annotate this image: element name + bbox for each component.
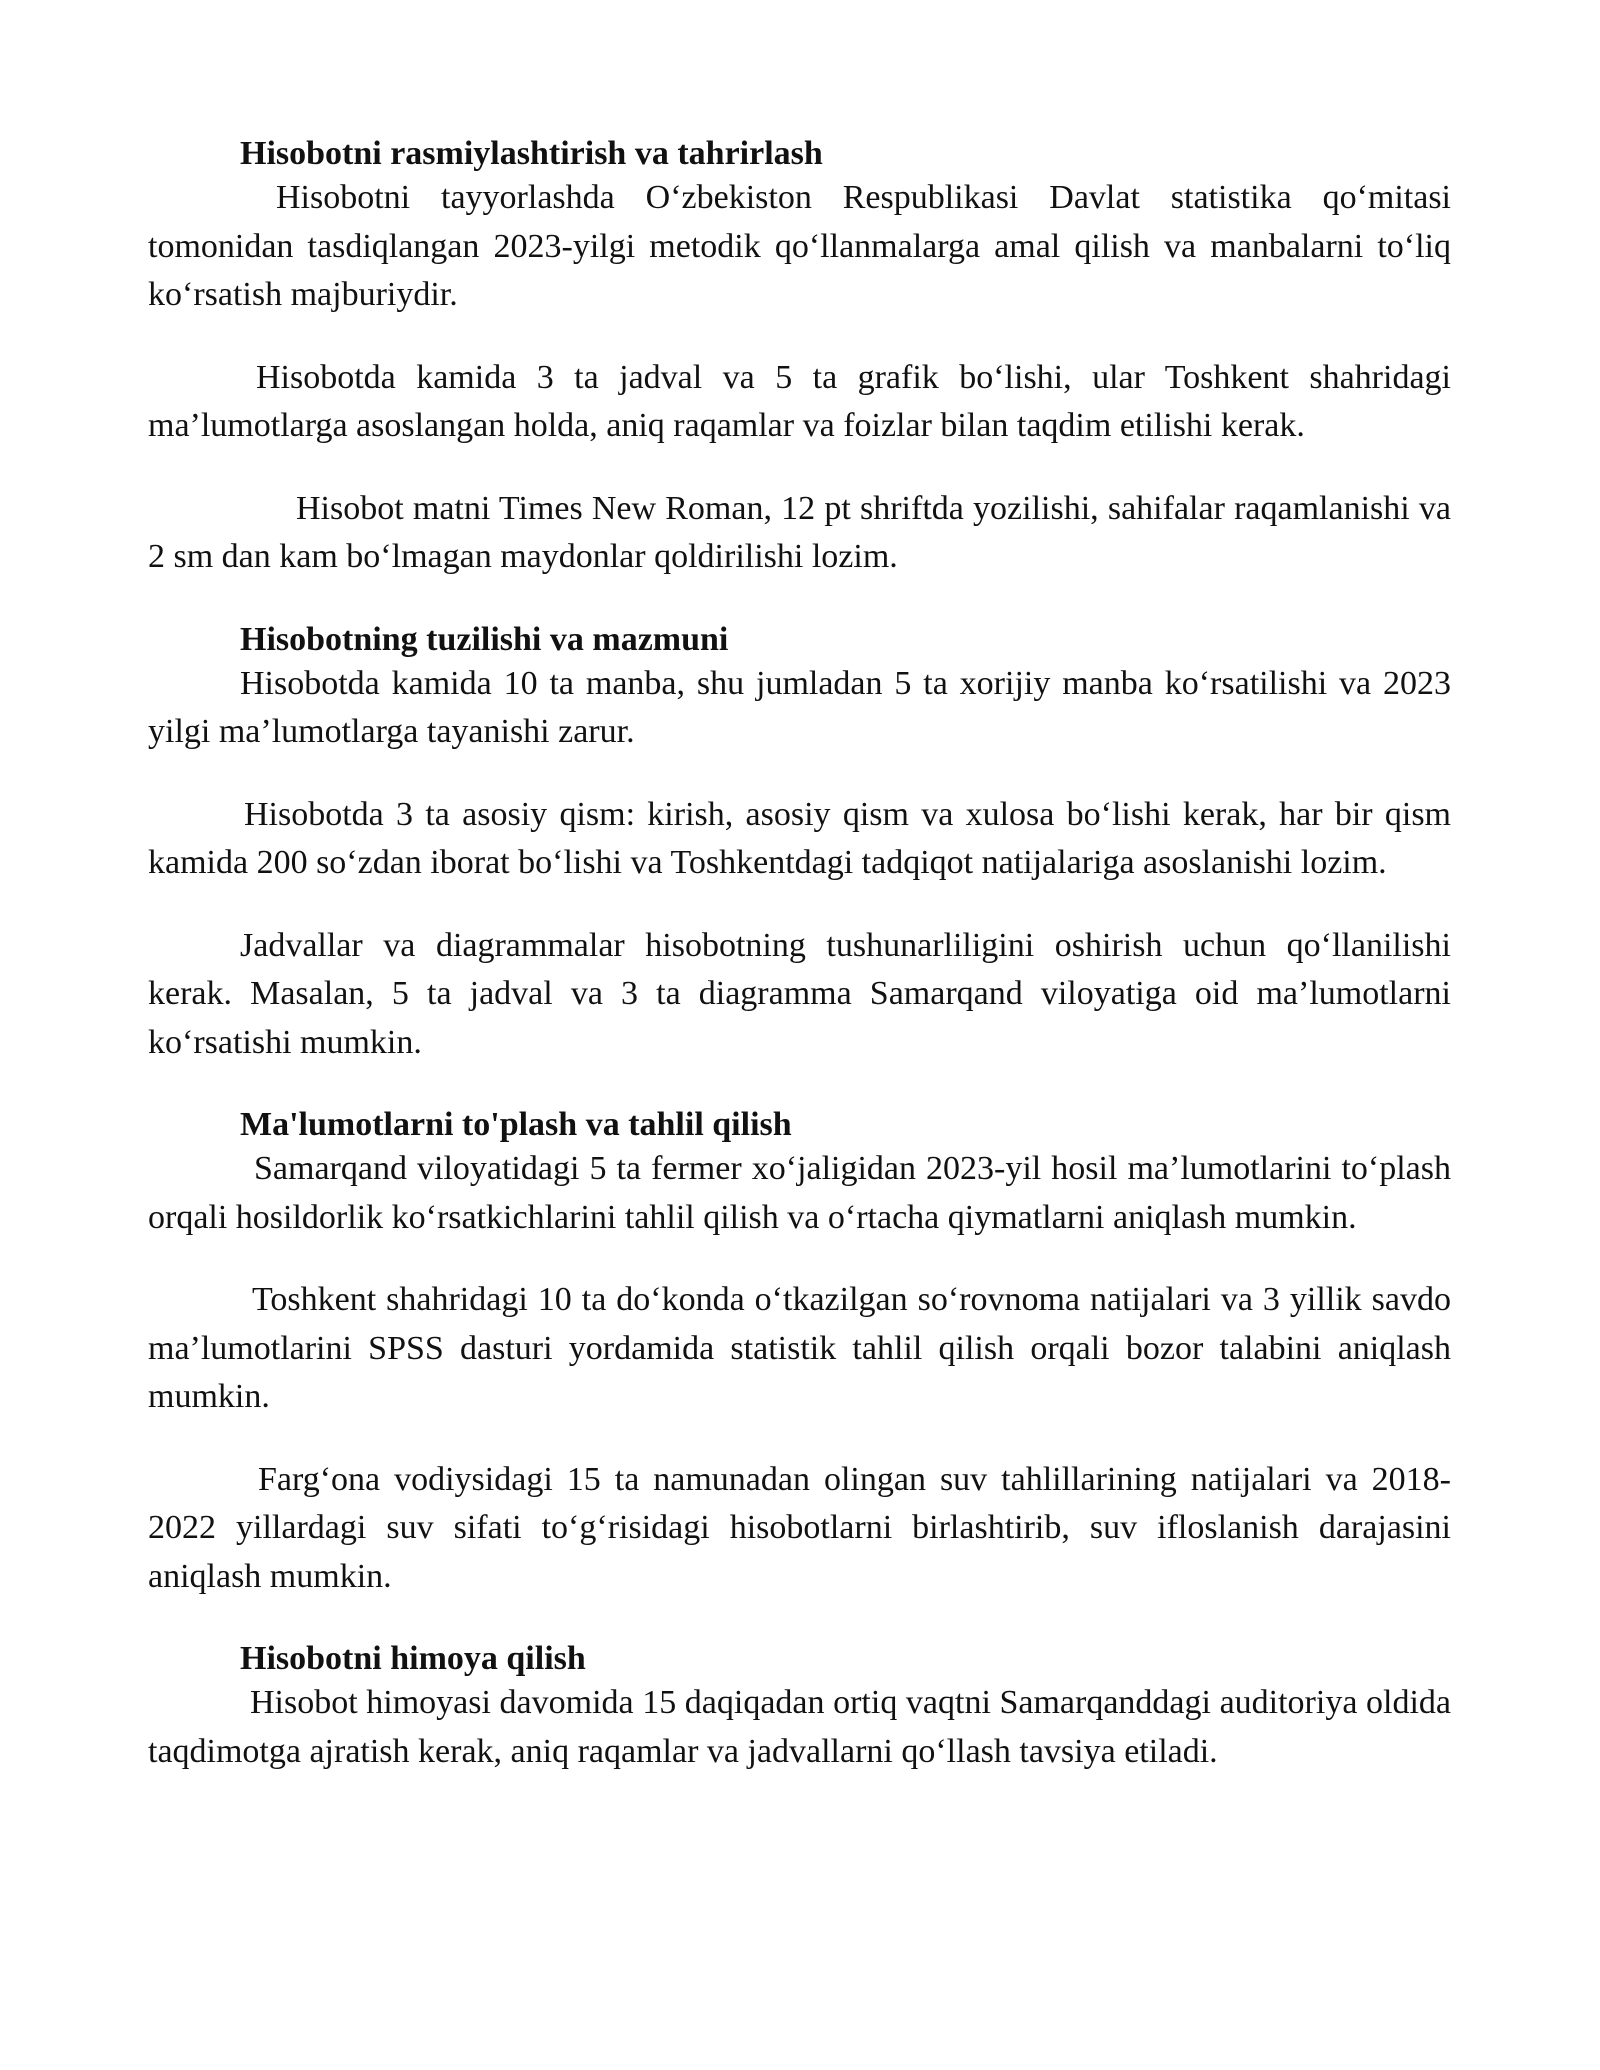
section-heading: Hisobotni rasmiylashtirish va tahrirlash [240,135,823,172]
paragraph: Hisobotda 3 ta asosiy qism: kirish, asosiy qism va xulosa bo‘lishi kerak, har bir qism kamida 200 so‘zdan iborat bo‘lishi va Toshkentdagi tadqiqot natijalariga asoslanishi lozim. [148,795,1451,881]
section-heading: Hisobotni himoya qilish [240,1640,586,1677]
paragraph: Hisobot matni Times New Roman, 12 pt shriftda yozilishi, sahifalar raqamlanishi va 2 sm dan kam bo‘lmagan maydonlar qoldirilishi lozim. [148,489,1451,575]
paragraph: Hisobotni tayyorlashda O‘zbekiston Respublikasi Davlat statistika qo‘mitasi tomonidan tasdiqlangan 2023-yilgi metodik qo‘llanmalarga amal qilish va manbalarni to‘liq ko‘rsatish majburiydir. [148,179,1451,313]
paragraph: Toshkent shahridagi 10 ta do‘konda o‘tkazilgan so‘rovnoma natijalari va 3 yillik savdo ma’lumotlarini SPSS dasturi yordamida statistik tahlil qilish orqali bozor talabini aniqlash mumkin. [148,1281,1451,1415]
paragraph: Jadvallar va diagrammalar hisobotning tushunarliligini oshirish uchun qo‘llanilishi kerak. Masalan, 5 ta jadval va 3 ta diagramma Samarqand viloyatiga oid ma’lumotlarni ko‘rsatishi mumkin. [148,926,1451,1061]
paragraph: Hisobotda kamida 3 ta jadval va 5 ta grafik bo‘lishi, ular Toshkent shahridagi ma’lumotlarga asoslangan holda, aniq raqamlar va foizlar bilan taqdim etilishi kerak. [148,358,1451,444]
section-structure [148,620,1451,1068]
section-formatting [148,134,1451,582]
section-data-collection [148,1105,1451,1601]
document-page [148,134,1451,1814]
section-defense [148,1639,1451,1776]
paragraph: Hisobot himoyasi davomida 15 daqiqadan ortiq vaqtni Samarqanddagi auditoriya oldida taqdimotga ajratish kerak, aniq raqamlar va jadvallarni qo‘llash tavsiya etiladi. [148,1684,1451,1770]
paragraph: Hisobotda kamida 10 ta manba, shu jumladan 5 ta xorijiy manba ko‘rsatilishi va 2023 yilgi ma’lumotlarga tayanishi zarur. [148,664,1451,750]
paragraph: Samarqand viloyatidagi 5 ta fermer xo‘jaligidan 2023-yil hosil ma’lumotlarini to‘plash orqali hosildorlik ko‘rsatkichlarini tahlil qilish va o‘rtacha qiymatlarni aniqlash mumkin. [148,1150,1451,1236]
section-heading: Ma'lumotlarni to'plash va tahlil qilish [240,1106,792,1143]
section-heading: Hisobotning tuzilishi va mazmuni [240,620,729,658]
paragraph: Farg‘ona vodiysidagi 15 ta namunadan olingan suv tahlillarining natijalari va 2018-2022 yillardagi suv sifati to‘g‘risidagi hisobotlarni birlashtirib, suv ifloslanish darajasini aniqlash mumkin. [148,1460,1451,1595]
